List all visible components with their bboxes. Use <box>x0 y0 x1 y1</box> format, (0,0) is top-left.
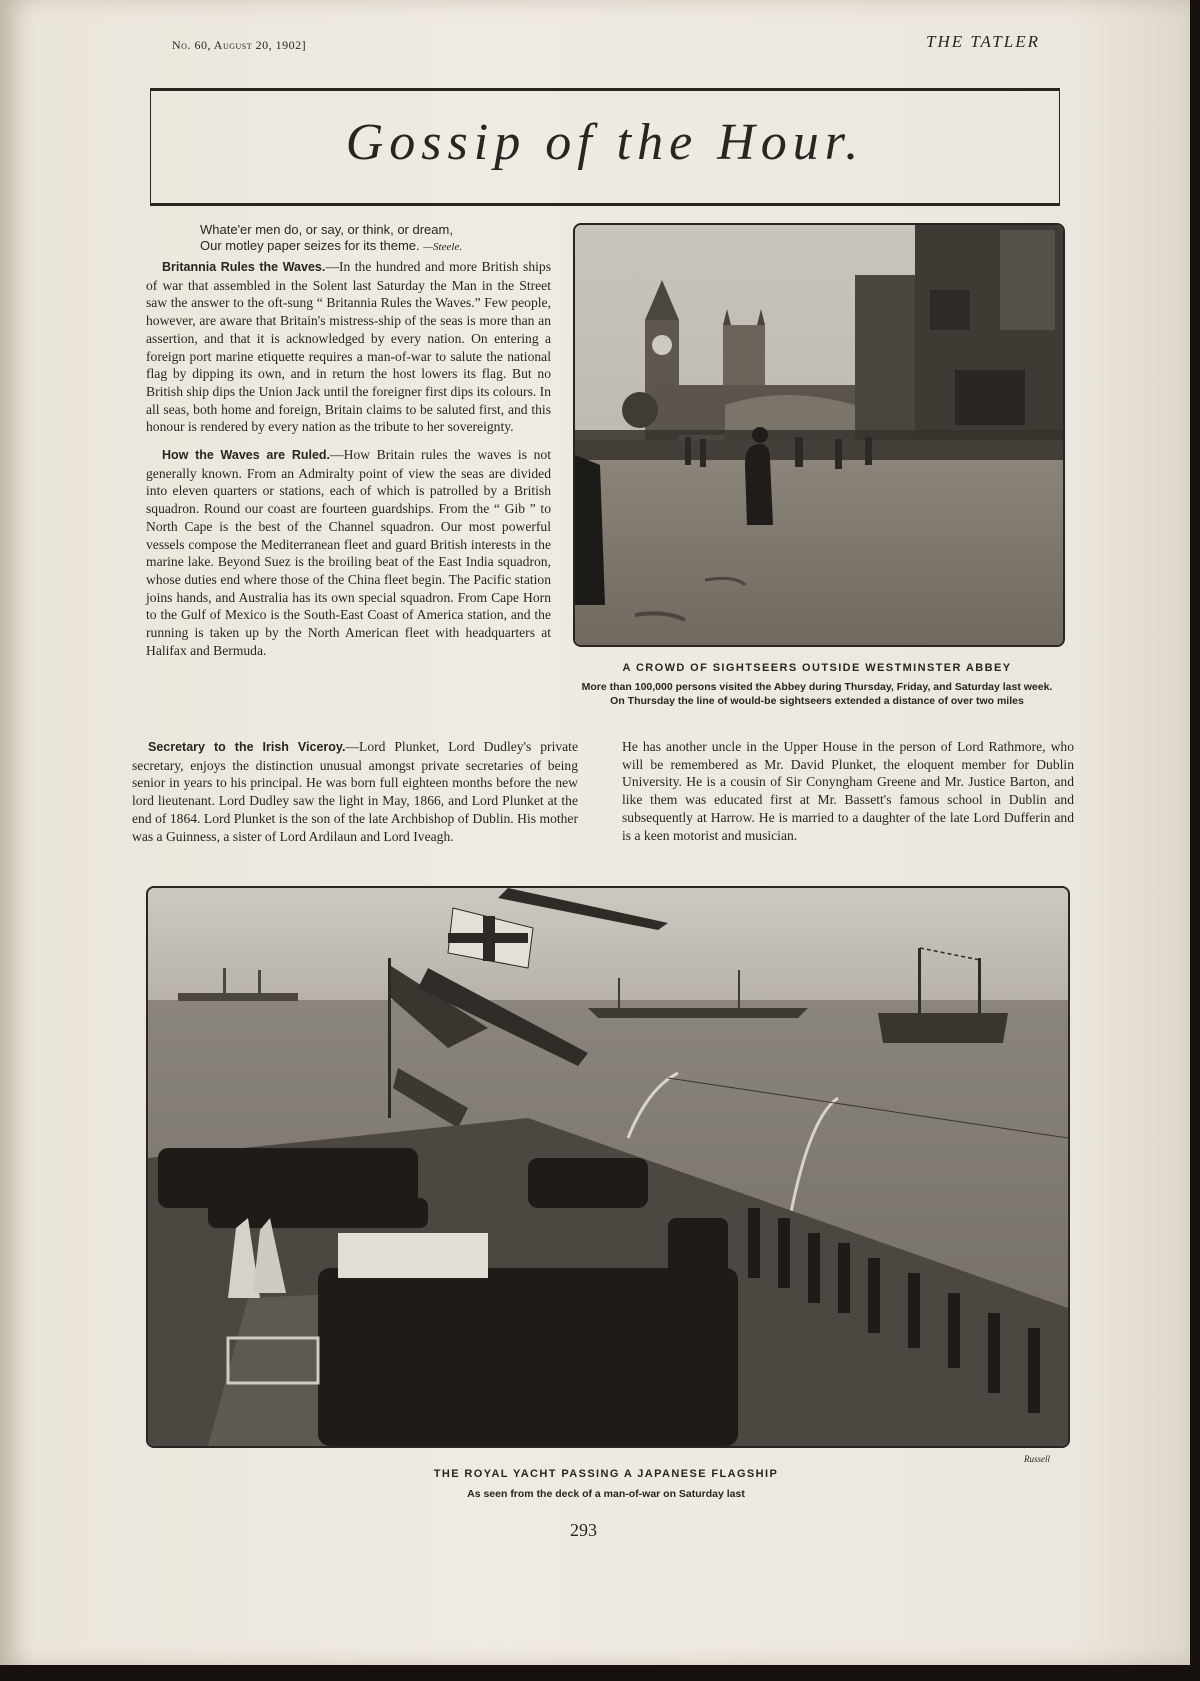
masthead: THE TATLER <box>926 32 1040 51</box>
article-text: —In the hundred and more British ships of war that assembled in the Solent last Saturday the Man in the Street saw the answer to the oft-sung “ Britannia Rules the Waves.” Few people, however, are aware that Britain's mistress-ship of the seas is more than an assertion, and that it is acknowledged by every nation. On entering a foreign port marine etiquette requires a man-of-war to salute the national flag by dipping its own, and in return the host lowers its flag. But no British ship dips the Union Jack until the foreigner first dips its colours. In all seas, both home and foreign, Britain claims to be saluted first, and this honour is rendered by every nation as the tribute to her sovereignty. <box>146 259 552 435</box>
epigraph-line-2-text: Our motley paper seizes for its theme. <box>200 238 420 253</box>
right-column-lower <box>622 738 1074 854</box>
issue-date-header: No. 60, August 20, 1902] <box>172 38 307 52</box>
left-column-upper <box>146 258 551 669</box>
page-title: Gossip of the Hour. <box>345 114 865 171</box>
title-frame <box>150 88 1060 206</box>
photo2-caption-title: THE ROYAL YACHT PASSING A JAPANESE FLAGSHIP <box>433 1468 779 1480</box>
royal-yacht-illustration <box>148 888 1068 1446</box>
epigraph <box>200 222 530 255</box>
page-number: 293 <box>570 1520 597 1540</box>
article-lead: Secretary to the Irish Viceroy. <box>148 740 346 754</box>
epigraph-line-1: Whate'er men do, or say, or think, or dream, <box>200 222 453 237</box>
article-waves-ruled <box>146 446 551 659</box>
epigraph-line-2 <box>200 238 530 255</box>
article-britannia <box>146 258 551 436</box>
westminster-abbey-photo <box>573 223 1065 647</box>
article-text: —How Britain rules the waves is not generally known. From an Admiralty point of view the seas are divided into eleven quarters or stations, each of which is patrolled by a British squadron. Round our coast are fourteen guardships. From the “ Gib ” to North Cape is the best of the Channel squadron. Our most powerful vessels compose the Mediterranean fleet and guard British interests in the marine lake. Beyond Suez is the broiling beat of the East India squadron, whose duties end where those of the China fleet begin. The Pacific station joins hands, and Australia has its own special squadron. From Cape Horn to the Gulf of Mexico is the South-East Coast of America station, and the running is taken up by the North American fleet with headquarters at Halifax and Bermuda. <box>146 447 551 658</box>
left-column-lower <box>132 738 578 855</box>
westminster-abbey-illustration <box>575 225 1063 645</box>
article-text: —Lord Plunket, Lord Dudley's private secretary, enjoys the distinction unusual amongst private secretaries of being senior in years to his principal. He was born full eighteen months before the new lord lieutenant. Lord Dudley saw the light in May, 1866, and Lord Plunket at the end of 1864. Lord Plunket is the son of the late Archbishop of Dublin. His mother was a Guinness, a sister of Lord Ardilaun and Lord Iveagh. <box>132 739 578 844</box>
photo1-caption-title: A CROWD OF SIGHTSEERS OUTSIDE WESTMINSTER ABBEY <box>622 662 1012 674</box>
article-lead: Britannia Rules the Waves. <box>162 260 326 274</box>
epigraph-attribution: —Steele. <box>423 241 463 253</box>
photo2-credit: Russell <box>1024 1454 1050 1464</box>
article-continuation: He has another uncle in the Upper House in the person of Lord Rathmore, who will be remembered as Mr. David Plunket, the eloquent member for Dublin University. He is a cousin of Sir Conyngham Greene and Mr. Justice Barton, and like them was educated first at Mr. Bassett's famous school in Dublin and subsequently at Harrow. He is married to a daughter of the late Lord Dufferin and is a keen motorist and musician. <box>622 739 1074 843</box>
photo1-caption-sub: More than 100,000 persons visited the Abbey during Thursday, Friday, and Saturday last week. On Thursday the line of would-be sightseers extended a distance of over two miles <box>581 681 1053 707</box>
photo2-caption-sub: As seen from the deck of a man-of-war on Saturday last <box>467 1488 745 1500</box>
royal-yacht-photo <box>146 886 1070 1448</box>
article-irish-viceroy <box>132 738 578 845</box>
article-lead: How the Waves are Ruled. <box>162 448 331 463</box>
